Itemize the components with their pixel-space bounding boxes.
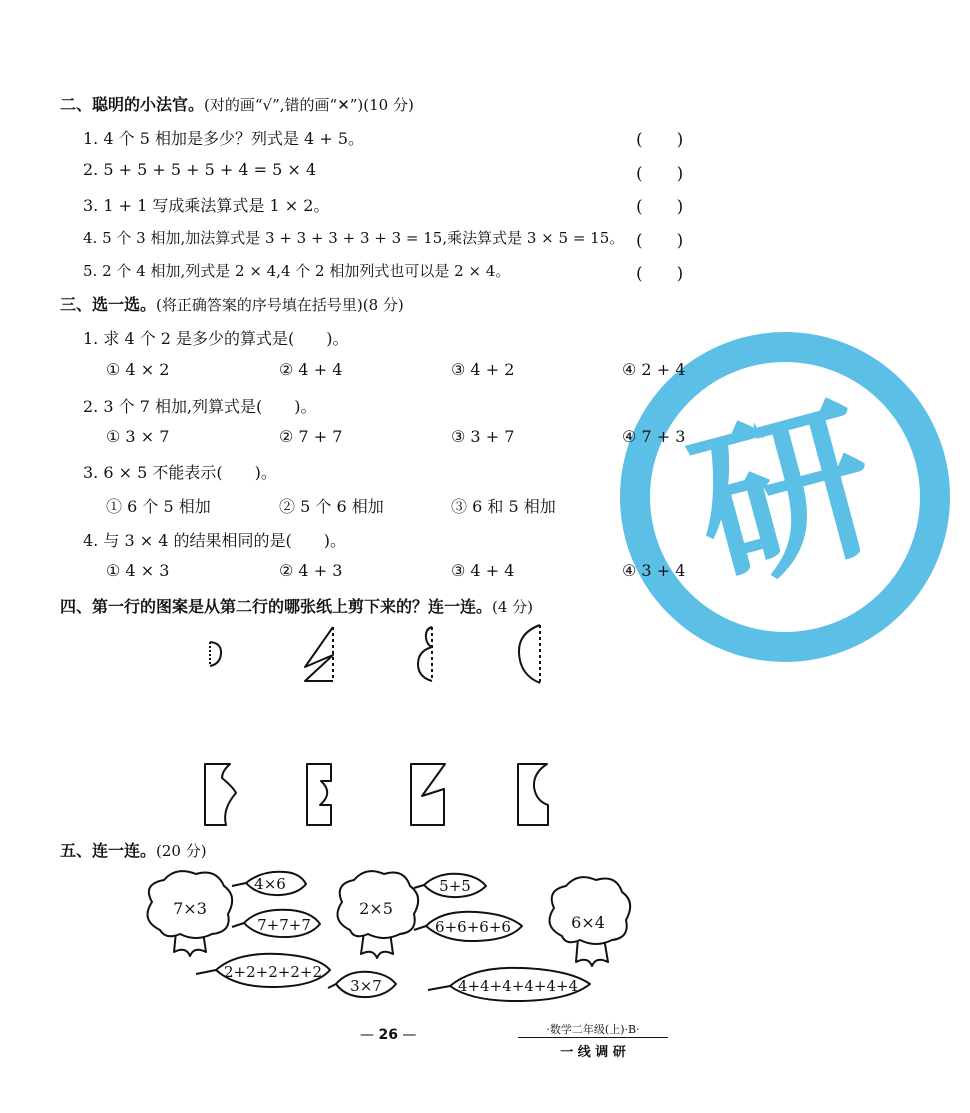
s2-item-4: 4. 5 个 3 相加,加法算式是 3 + 3 + 3 + 3 + 3 = 15,乘法算式是 3 × 5 = 15。 (83, 229, 625, 247)
s2-item-1: 1. 4 个 5 相加是多少？列式是 4 + 5。 (83, 129, 364, 148)
leaf-1-label: 4×6 (254, 875, 286, 893)
bottom-paper-4[interactable] (518, 764, 548, 825)
s2-item-5: 5. 2 个 4 相加,列式是 2 × 4,4 个 2 相加列式也可以是 2 × 4。 (83, 262, 511, 280)
s3-q3-option-2[interactable]: ② 5 个 6 相加 (279, 497, 384, 516)
s3-q1-option-3[interactable]: ③ 4 + 2 (451, 360, 515, 379)
top-shape-2[interactable] (305, 627, 333, 681)
s2-item-3: 3. 1 + 1 写成乘法算式是 1 × 2。 (83, 196, 330, 215)
leaf-4-label: 5+5 (439, 877, 471, 895)
section2-heading (60, 92, 414, 115)
matching-illustration (0, 860, 800, 1020)
top-shape-4[interactable] (519, 625, 540, 683)
s3-q2-option-2[interactable]: ② 7 + 7 (279, 427, 343, 446)
bottom-paper-1[interactable] (205, 764, 236, 825)
page-number: 26 (378, 1027, 398, 1043)
top-shape-3[interactable] (418, 627, 432, 681)
s3-question-1: 1. 求 4 个 2 是多少的算式是( )。 (83, 329, 349, 348)
s3-q4-option-2[interactable]: ② 4 + 3 (279, 561, 343, 580)
s2-item-2: 2. 5 + 5 + 5 + 5 + 4 = 5 × 4 (83, 160, 317, 179)
leaf-6-label: 3×7 (350, 977, 382, 995)
tree-1[interactable] (148, 871, 233, 956)
leaf-3[interactable] (196, 954, 330, 987)
watermark-char: 研 (673, 374, 896, 619)
s3-q3-option-1[interactable]: ① 6 个 5 相加 (106, 497, 211, 516)
s3-question-3: 3. 6 × 5 不能表示( )。 (83, 463, 277, 482)
s2-answer-4[interactable]: ( ) (636, 231, 684, 251)
leaf-7[interactable] (428, 968, 590, 1001)
leaf-1[interactable] (232, 872, 306, 895)
leaf-6[interactable] (328, 972, 396, 997)
leaf-2[interactable] (232, 910, 320, 937)
section5-title: 五、连一连。 (60, 841, 157, 860)
section4-heading (60, 594, 533, 617)
section4-score: (4 分) (492, 598, 534, 616)
s2-answer-3[interactable]: ( ) (636, 197, 684, 217)
s3-q4-option-4[interactable]: ④ 3 + 4 (622, 561, 686, 580)
leaf-3-label: 2+2+2+2+2 (224, 963, 322, 981)
section5-score: (20 分) (156, 842, 207, 860)
s3-q4-option-1[interactable]: ① 4 × 3 (106, 561, 170, 580)
s3-q2-option-3[interactable]: ③ 3 + 7 (451, 427, 515, 446)
page-number-block: — 26 — (360, 1027, 417, 1043)
section3-heading (60, 292, 404, 315)
s2-answer-1[interactable]: ( ) (636, 130, 684, 150)
section4-title: 四、第一行的图案是从第二行的哪张纸上剪下来的？连一连。 (60, 597, 493, 616)
section2-instruction: (对的画“√”,错的画“✕”)(10 分) (204, 96, 414, 114)
s3-q1-option-2[interactable]: ② 4 + 4 (279, 360, 343, 379)
tree-2[interactable] (338, 871, 419, 958)
s2-answer-2[interactable]: ( ) (636, 164, 684, 184)
s3-q1-option-4[interactable]: ④ 2 + 4 (622, 360, 686, 379)
section2-title: 二、聪明的小法官。 (60, 95, 205, 114)
section3-instruction: (将正确答案的序号填在括号里)(8 分) (156, 296, 404, 314)
tree-3[interactable] (550, 877, 631, 966)
s3-question-4: 4. 与 3 × 4 的结果相同的是( )。 (83, 531, 346, 550)
s3-q2-option-4[interactable]: ④ 7 + 3 (622, 427, 686, 446)
footer-series: ·数学二年级(上)·B· (546, 1023, 640, 1036)
leaf-4[interactable] (414, 874, 486, 897)
bottom-paper-3[interactable] (411, 764, 445, 825)
s3-q2-option-1[interactable]: ① 3 × 7 (106, 427, 170, 446)
leaf-7-label: 4+4+4+4+4+4 (457, 977, 579, 995)
tree-1-label: 7×3 (173, 899, 207, 918)
leaf-2-label: 7+7+7 (257, 916, 311, 934)
section5-heading (60, 838, 207, 861)
s3-q1-option-1[interactable]: ① 4 × 2 (106, 360, 170, 379)
cutout-figures (0, 615, 800, 845)
s3-q3-option-3[interactable]: ③ 6 和 5 相加 (451, 497, 556, 516)
tree-2-label: 2×5 (359, 899, 393, 918)
top-shape-1[interactable] (210, 642, 221, 666)
footer-divider (518, 1037, 668, 1038)
footer-brand: 一 线 调 研 (560, 1045, 626, 1060)
section3-title: 三、选一选。 (60, 295, 157, 314)
bottom-paper-2[interactable] (307, 764, 331, 825)
s3-q4-option-3[interactable]: ③ 4 + 4 (451, 561, 515, 580)
leaf-5[interactable] (414, 912, 522, 941)
tree-3-label: 6×4 (571, 913, 605, 932)
s3-question-2: 2. 3 个 7 相加,列算式是( )。 (83, 397, 317, 416)
s2-answer-5[interactable]: ( ) (636, 264, 684, 284)
leaf-5-label: 6+6+6+6 (435, 918, 511, 936)
